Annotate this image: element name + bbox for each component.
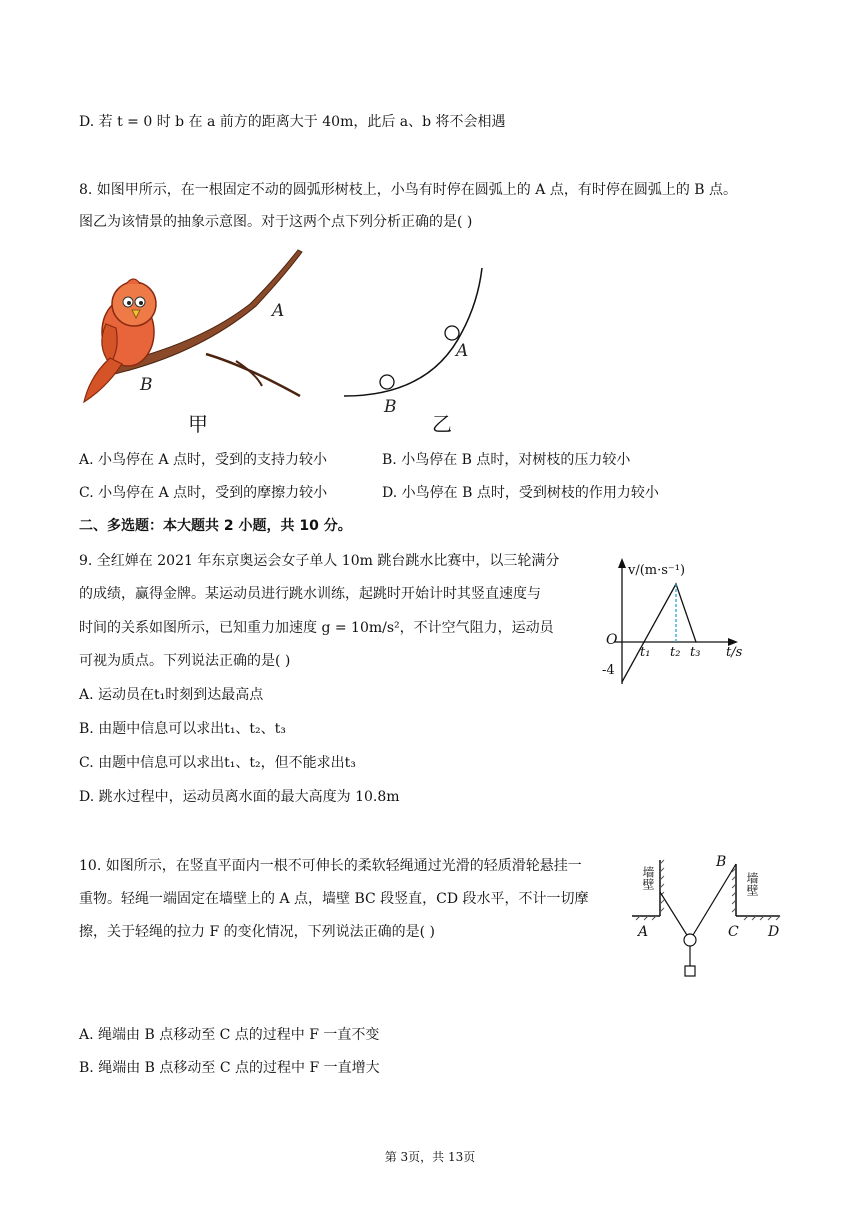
q9-graph-ytick: -4 — [602, 663, 615, 678]
q9-option-d: D. 跳水过程中，运动员离水面的最大高度为 10.8m — [79, 789, 400, 805]
section-title-multiple-choice: 二、多选题：本大题共 2 小题，共 10 分。 — [79, 518, 352, 534]
q9-graph-t3: t₃ — [690, 645, 701, 660]
q8-option-a: A. 小鸟停在 A 点时，受到的支持力较小 — [79, 452, 328, 468]
q9-vt-graph — [600, 554, 760, 688]
q8-yi-label-b: B — [384, 397, 397, 417]
q8-option-c: C. 小鸟停在 A 点时，受到的摩擦力较小 — [79, 485, 328, 501]
q8-caption-jia: 甲 — [188, 412, 208, 436]
q9-stem-line1: 9. 全红婵在 2021 年东京奥运会女子单人 10m 跳台跳水比赛中，以三轮满分 — [79, 553, 560, 569]
q8-stem-line2: 图乙为该情景的抽象示意图。对于这两个点下列分析正确的是( ) — [79, 214, 473, 230]
q8-jia-label-a: A — [272, 301, 285, 321]
q10-stem-line2: 重物。轻绳一端固定在墙壁上的 A 点，墙壁 BC 段竖直，CD 段水平，不计一切摩 — [79, 891, 589, 907]
q7-option-d: D. 若 t = 0 时 b 在 a 前方的距离大于 40m，此后 a、b 将不会相遇 — [79, 114, 506, 130]
q8-jia-label-b: B — [140, 375, 153, 395]
q9-graph-origin: O — [606, 632, 618, 648]
q8-option-d: D. 小鸟停在 B 点时，受到树枝的作用力较小 — [382, 485, 659, 501]
q8-yi-label-a: A — [456, 341, 469, 361]
q9-option-c: C. 由题中信息可以求出t₁、t₂，但不能求出t₃ — [79, 755, 356, 771]
q10-option-b: B. 绳端由 B 点移动至 C 点的过程中 F 一直增大 — [79, 1060, 380, 1076]
q9-graph-t1: t₁ — [640, 645, 651, 660]
q10-label-c: C — [728, 924, 739, 940]
q9-graph-ylabel: v/(m·s⁻¹) — [628, 563, 686, 578]
q10-label-d: D — [768, 924, 780, 940]
q10-stem-line1: 10. 如图所示，在竖直平面内一根不可伸长的柔软轻绳通过光滑的轻质滑轮悬挂一 — [79, 858, 582, 874]
q8-option-b: B. 小鸟停在 B 点时，对树枝的压力较小 — [382, 452, 631, 468]
q9-option-b: B. 由题中信息可以求出t₁、t₂、t₃ — [79, 721, 286, 737]
page-footer: 第 3页，共 13页 — [384, 1150, 476, 1164]
q9-graph-xlabel: t/s — [726, 645, 743, 660]
q10-wall1-label: 墙壁 — [641, 866, 655, 890]
q10-option-a: A. 绳端由 B 点移动至 C 点的过程中 F 一直不变 — [79, 1027, 380, 1043]
q8-caption-yi: 乙 — [432, 412, 452, 436]
q8-figure-jia — [76, 246, 312, 410]
q8-figure-yi — [340, 262, 490, 422]
q10-wall2-label: 墙壁 — [745, 872, 759, 896]
q9-option-a: A. 运动员在t₁时刻到达最高点 — [79, 687, 264, 703]
q9-graph-t2: t₂ — [670, 645, 681, 660]
q10-pulley-figure — [628, 852, 788, 988]
q8-stem-line1: 8. 如图甲所示，在一根固定不动的圆弧形树枝上，小鸟有时停在圆弧上的 A 点，有时停在圆弧上的 B 点。 — [79, 182, 738, 198]
q10-stem-line3: 擦，关于轻绳的拉力 F 的变化情况，下列说法正确的是( ) — [79, 924, 435, 940]
q9-stem-line2: 的成绩，赢得金牌。某运动员进行跳水训练，起跳时开始计时其竖直速度与 — [79, 586, 541, 602]
q9-stem-line4: 可视为质点。下列说法正确的是( ) — [79, 653, 291, 669]
q10-label-b: B — [716, 854, 727, 870]
q9-stem-line3: 时间的关系如图所示，已知重力加速度 g = 10m/s²，不计空气阻力，运动员 — [79, 620, 554, 636]
q10-label-a: A — [638, 924, 649, 940]
